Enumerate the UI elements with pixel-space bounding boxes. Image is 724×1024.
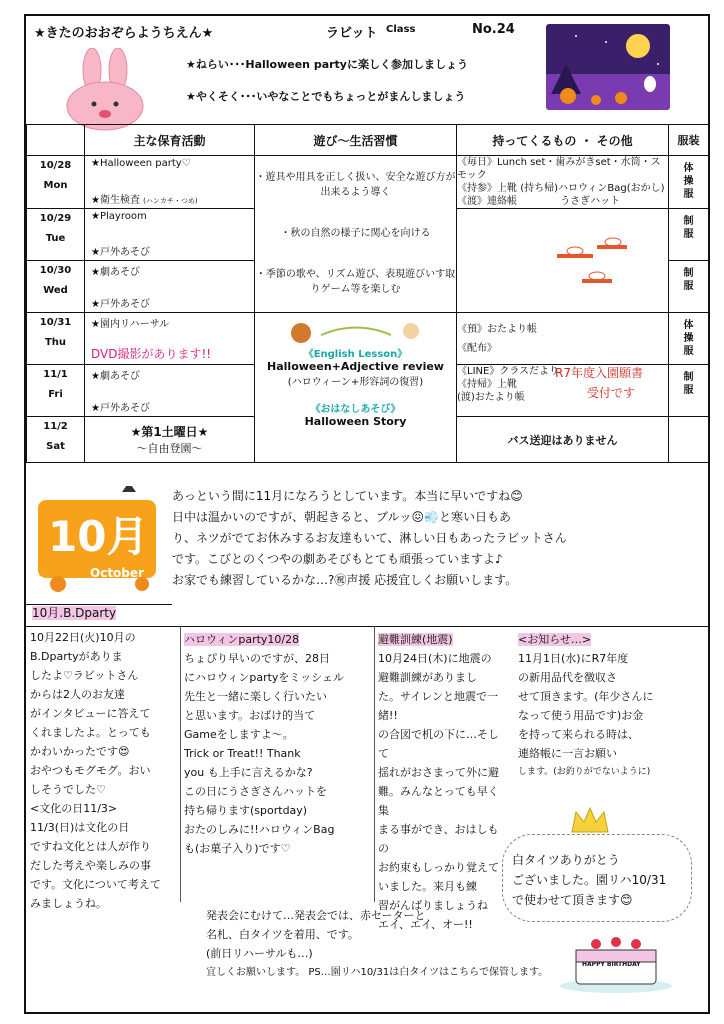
- clothing-cell: 体操服: [669, 156, 709, 209]
- table-row: [27, 313, 709, 365]
- promise-text: ★やくそく･･･いやなことでもちょっとがまんしましょう: [186, 90, 466, 103]
- crown-icon: [570, 806, 610, 834]
- day-cell: 11/1 Fri: [27, 365, 85, 417]
- day-cell: 10/31 Thu: [27, 313, 85, 365]
- header-play: 遊び～生活習慣: [255, 125, 457, 156]
- clothing-cell: [669, 417, 709, 463]
- tights-note: 白タイツありがとう ございました。園リハ10/31 で使わせて頂きます😊: [512, 853, 667, 907]
- culture-title: <文化の日11/3>: [30, 802, 118, 815]
- activity-cell: ★Playroom ★戸外あそび: [85, 209, 255, 261]
- clothing-cell: 制服: [669, 209, 709, 261]
- drill-section: 避難訓練(地震) 10月24日(木)に地震の 避難訓練がありまし た。サイレンと地震で一緒!! の合図で机の下に…そして 揺れがおさまって外に避 難。みんなとっても早く集 まる事ができ、おはしもの お約束もしっかり覚えて いました。来月も練 習がんばりましょうね エイ、エイ、オー!!: [378, 633, 499, 931]
- clothing-cell: 制服: [669, 365, 709, 417]
- issue-number: No.24: [472, 22, 515, 37]
- halloween-night-image: [546, 24, 670, 110]
- play-cell-bottom: 《English Lesson》 Halloween+Adjective review (ハロウィーン+形容詞の復習) 《おはなしあそび》 Halloween Story: [255, 313, 457, 463]
- class-name: ラビット: [326, 26, 378, 41]
- bring-cell-sat: バス送迎はありません: [457, 417, 669, 463]
- bd-title: 10月.B.Dparty: [32, 606, 117, 620]
- header-activity: 主な保育活動: [85, 125, 255, 156]
- presentation-note: 発表会にむけて…発表会では、赤セーターと 名札、白タイツを着用、です。 (前日リハーサルも…) 宜しくお願いします。 PS…園リハ10/31は白タイツはこちらで保管します。: [206, 909, 549, 978]
- bd-section: 10月22日(火)10月の B.Dpartyがありま したよ♡ラビットさん からは2人のお友達 がインタビューに答えて くれましたよ。とっても かわいかったです😍 おやつもモグモグ。おい しそうでした♡ <文化の日11/3> 11/3(日)は文化の日 ですね文化とは人が作り だした考えや楽しみの事 です。文化について考えて みましょうね。: [30, 628, 178, 913]
- table-header-row: [27, 125, 709, 156]
- activity-cell: ★劇あそび ★戸外あそび: [85, 261, 255, 313]
- squirrel-rabbit-icon: [271, 315, 441, 345]
- day-cell: 11/2 Sat: [27, 417, 85, 463]
- october-number: 10月: [48, 512, 149, 561]
- class-label: Class: [386, 24, 416, 35]
- bring-cell: 《毎日》Lunch set・歯みがきset・水筒・スモック 《持参》上靴 (持ち帰)ハロウィンBag(おかし) 《渡》連絡帳 うさぎハット: [457, 156, 669, 209]
- aim-text: ★ねらい･･･Halloween partyに楽しく参加しましょう: [186, 58, 468, 71]
- activity-cell: ★Halloween party♡ ★衛生検査 (ハンカチ・つめ): [85, 156, 255, 209]
- notice-section: <お知らせ…> 11月1日(水)にR7年度 の新用品代を徴収さ せて頂きます。(年少さんに なって使う用品です)お金 を持って来られる時は、 連絡帳に一言お願い します。(お釣りがでないように): [518, 633, 654, 777]
- day-cell: 10/28 Mon: [27, 156, 85, 209]
- activity-cell: ★劇あそび ★戸外あそび: [85, 365, 255, 417]
- clothing-cell: 制服: [669, 261, 709, 313]
- bring-cell: 《預》おたより帳 《配布》: [457, 313, 669, 365]
- header-clothing: 服装: [669, 125, 709, 156]
- newsletter-sheet: [24, 14, 710, 1014]
- activity-cell: ★園内リハーサル DVD撮影があります!!: [85, 313, 255, 365]
- header-bring: 持ってくるもの ・ その他: [457, 125, 669, 156]
- day-cell: 10/30 Wed: [27, 261, 85, 313]
- happy-birthday-label: HAPPY BIRTHDAY: [582, 961, 641, 968]
- clothing-cell: 体操服: [669, 313, 709, 365]
- day-cell: 10/29 Tue: [27, 209, 85, 261]
- dragonfly-icon: [457, 209, 657, 309]
- intro-message: あっという間に11月になろうとしています。本当に早いですね😊 日中は温かいのですが、朝起きると、ブルッ😖💨と寒い日もあ り、ネツがでてお休みするお友達もいて、淋しい日もあったラビットさん です。こびとのくつやの劇あそびもとても頑張っていますよ♪ お家でも練習しているかな…?㊗声援 応援宜しくお願いします。: [172, 489, 567, 587]
- header-date: [27, 125, 85, 156]
- table-row: [27, 156, 709, 209]
- bring-cell: 《LINE》クラスだより 《持帰》上靴 (渡)おたより帳 R7年度入園願書 受付です: [457, 365, 669, 417]
- weekly-schedule-table: [26, 124, 709, 463]
- bring-cell-dragonflies: [457, 209, 669, 313]
- activity-cell: ★第1土曜日★ ～自由登園～: [85, 417, 255, 463]
- bunny-icon: [62, 48, 148, 132]
- school-name: ★きたのおおぞらようちえん★: [34, 26, 214, 41]
- play-cell-top: ・遊具や用具を正しく扱い、安全な遊び方が出来るよう導く ・秋の自然の様子に関心を向ける ・季節の歌や、リズム遊び、表現遊びいす取りゲーム等を楽しむ: [255, 156, 457, 313]
- october-english: October: [90, 566, 144, 580]
- halloween-section: ハロウィンparty10/28 ちょぴり早いのですが、28日 にハロウィンpartyをミッシェル 先生と一緒に楽しく行いたい と思います。おばけ的当て Gameをしますよ～。 Trick or Treat!! Thank you も上手に言えるかな? この日にうさぎさんハットを 持ち帰ります(sportday) おたのしみに!!ハロウィンBag も(お菓子入り)です♡: [184, 633, 344, 855]
